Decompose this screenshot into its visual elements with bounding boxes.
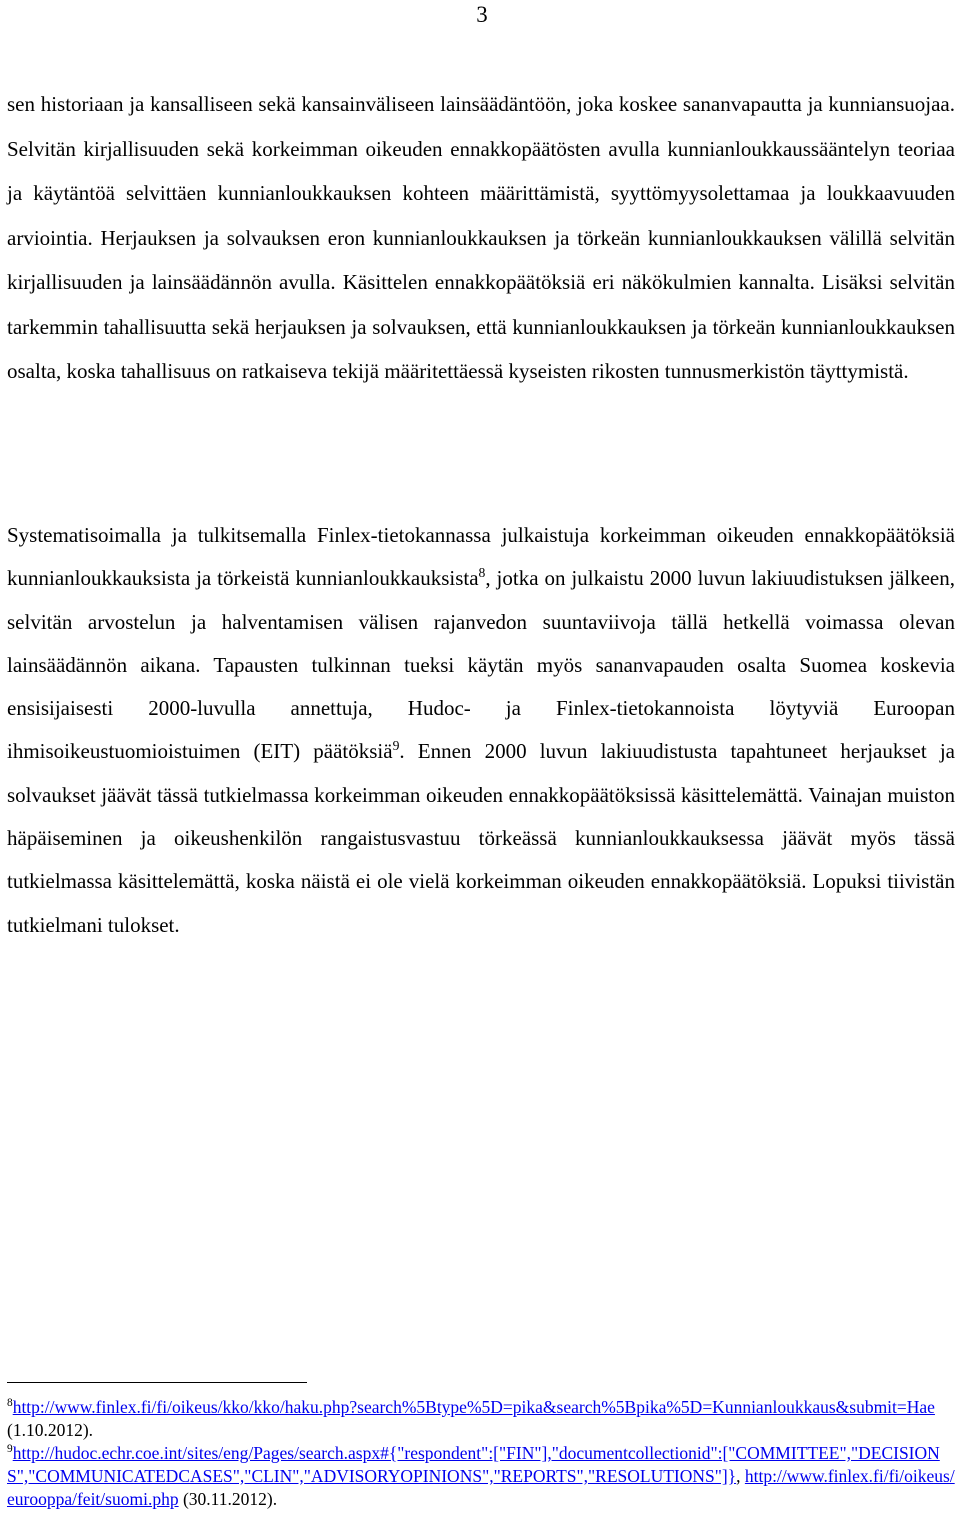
footnote-link[interactable]: http://www.finlex.fi/fi/oikeus/kko/kko/haku.php?search%5Btype%5D=pika&search%5Bpika%5D=Kunnianloukkaus&submit=Hae <box>12 1397 935 1417</box>
page-number: 3 <box>476 2 488 27</box>
footnote-separator <box>7 1382 307 1383</box>
footnote-8 <box>7 1396 955 1442</box>
footnote-link-finlex[interactable]: http://www.finlex.fi/fi/oikeus/eurooppa/feit/suomi.php <box>7 1466 955 1509</box>
footnote-link-hudoc[interactable]: http://hudoc.echr.coe.int/sites/eng/Pages/search.aspx#{"respondent":["FIN"],"documentcollectionid":["COMMITTEE","DECISIONS","COMMUNICATEDCASES","CLIN","ADVISORYOPINIONS","REPORTS","RESOLUTIONS"]} <box>7 1443 940 1486</box>
footnote-marker: 8 <box>7 1397 13 1410</box>
footnote-date: (30.11.2012). <box>178 1489 278 1509</box>
footnote-reference-9[interactable]: 9 <box>392 738 400 754</box>
body-paragraph-1: sen historiaan ja kansalliseen sekä kansainväliseen lainsäädäntöön, joka koskee sananvapautta ja kunniansuojaa. Selvitän kirjallisuuden sekä korkeimman oikeuden ennakkopäätösten avulla kunnianloukkaussääntelyn teoriaa ja käytäntöä selvittäen kunnianloukkauksen kohteen määrittämistä, syyttömyysolettamaa ja loukkaavuuden arviointia. Herjauksen ja solvauksen eron kunnianloukkauksen ja törkeän kunnianloukkauksen välillä selvitän kirjallisuuden ja lainsäädännön avulla. Käsittelen ennakkopäätöksiä eri näkökulmien kannalta. Lisäksi selvitän tarkemmin tahallisuutta sekä herjauksen ja solvauksen, että kunnianloukkauksen ja törkeän kunnianloukkauksen osalta, koska tahallisuus on ratkaiseva tekijä määritettäessä kyseisten rikosten tunnusmerkistön täyttymistä. <box>7 92 955 383</box>
footnote-9 <box>7 1442 955 1511</box>
footnote-date: (1.10.2012). <box>7 1420 94 1440</box>
paragraph-text: Systematisoimalla ja tulkitsemalla Finlex-tietokannassa julkaistuja korkeimman oikeuden ennakkopäätöksiä kunnianloukkauksista ja törkeistä kunnianloukkauksista <box>7 523 955 591</box>
paragraph-text: , jotka on julkaistu 2000 luvun lakiuudistuksen jälkeen, selvitän arvostelun ja halventamisen välisen rajanvedon suuntaviivoja tällä hetkellä voimassa olevan lainsäädännön aikana. Tapausten tulkinnan tueksi käytän myös sananvapauden osalta Suomea koskevia ensisijaisesti 2000-luvulla annettuja, Hudoc- ja Finlex-tietokannoista löytyviä Euroopan ihmisoikeustuomioistuimen (EIT) päätöksiä <box>7 566 955 764</box>
footnote-reference-8[interactable]: 8 <box>478 565 486 581</box>
footnote-marker: 9 <box>7 1443 13 1456</box>
body-paragraph-2 <box>7 514 955 947</box>
footnote-separator-text: , <box>736 1466 745 1486</box>
paragraph-text: . Ennen 2000 luvun lakiuudistusta tapahtuneet herjaukset ja solvaukset jäävät tässä tutkielmassa korkeimman oikeuden ennakkopäätöksissä käsittelemättä. Vainajan muiston häpäiseminen ja oikeushenkilön rangaistusvastuu törkeässä kunnianloukkauksessa jäävät myös tässä tutkielmassa käsittelemättä, koska näistä ei ole vielä korkeimman oikeuden ennakkopäätöksiä. Lopuksi tiivistän tutkielmani tulokset. <box>7 739 955 937</box>
